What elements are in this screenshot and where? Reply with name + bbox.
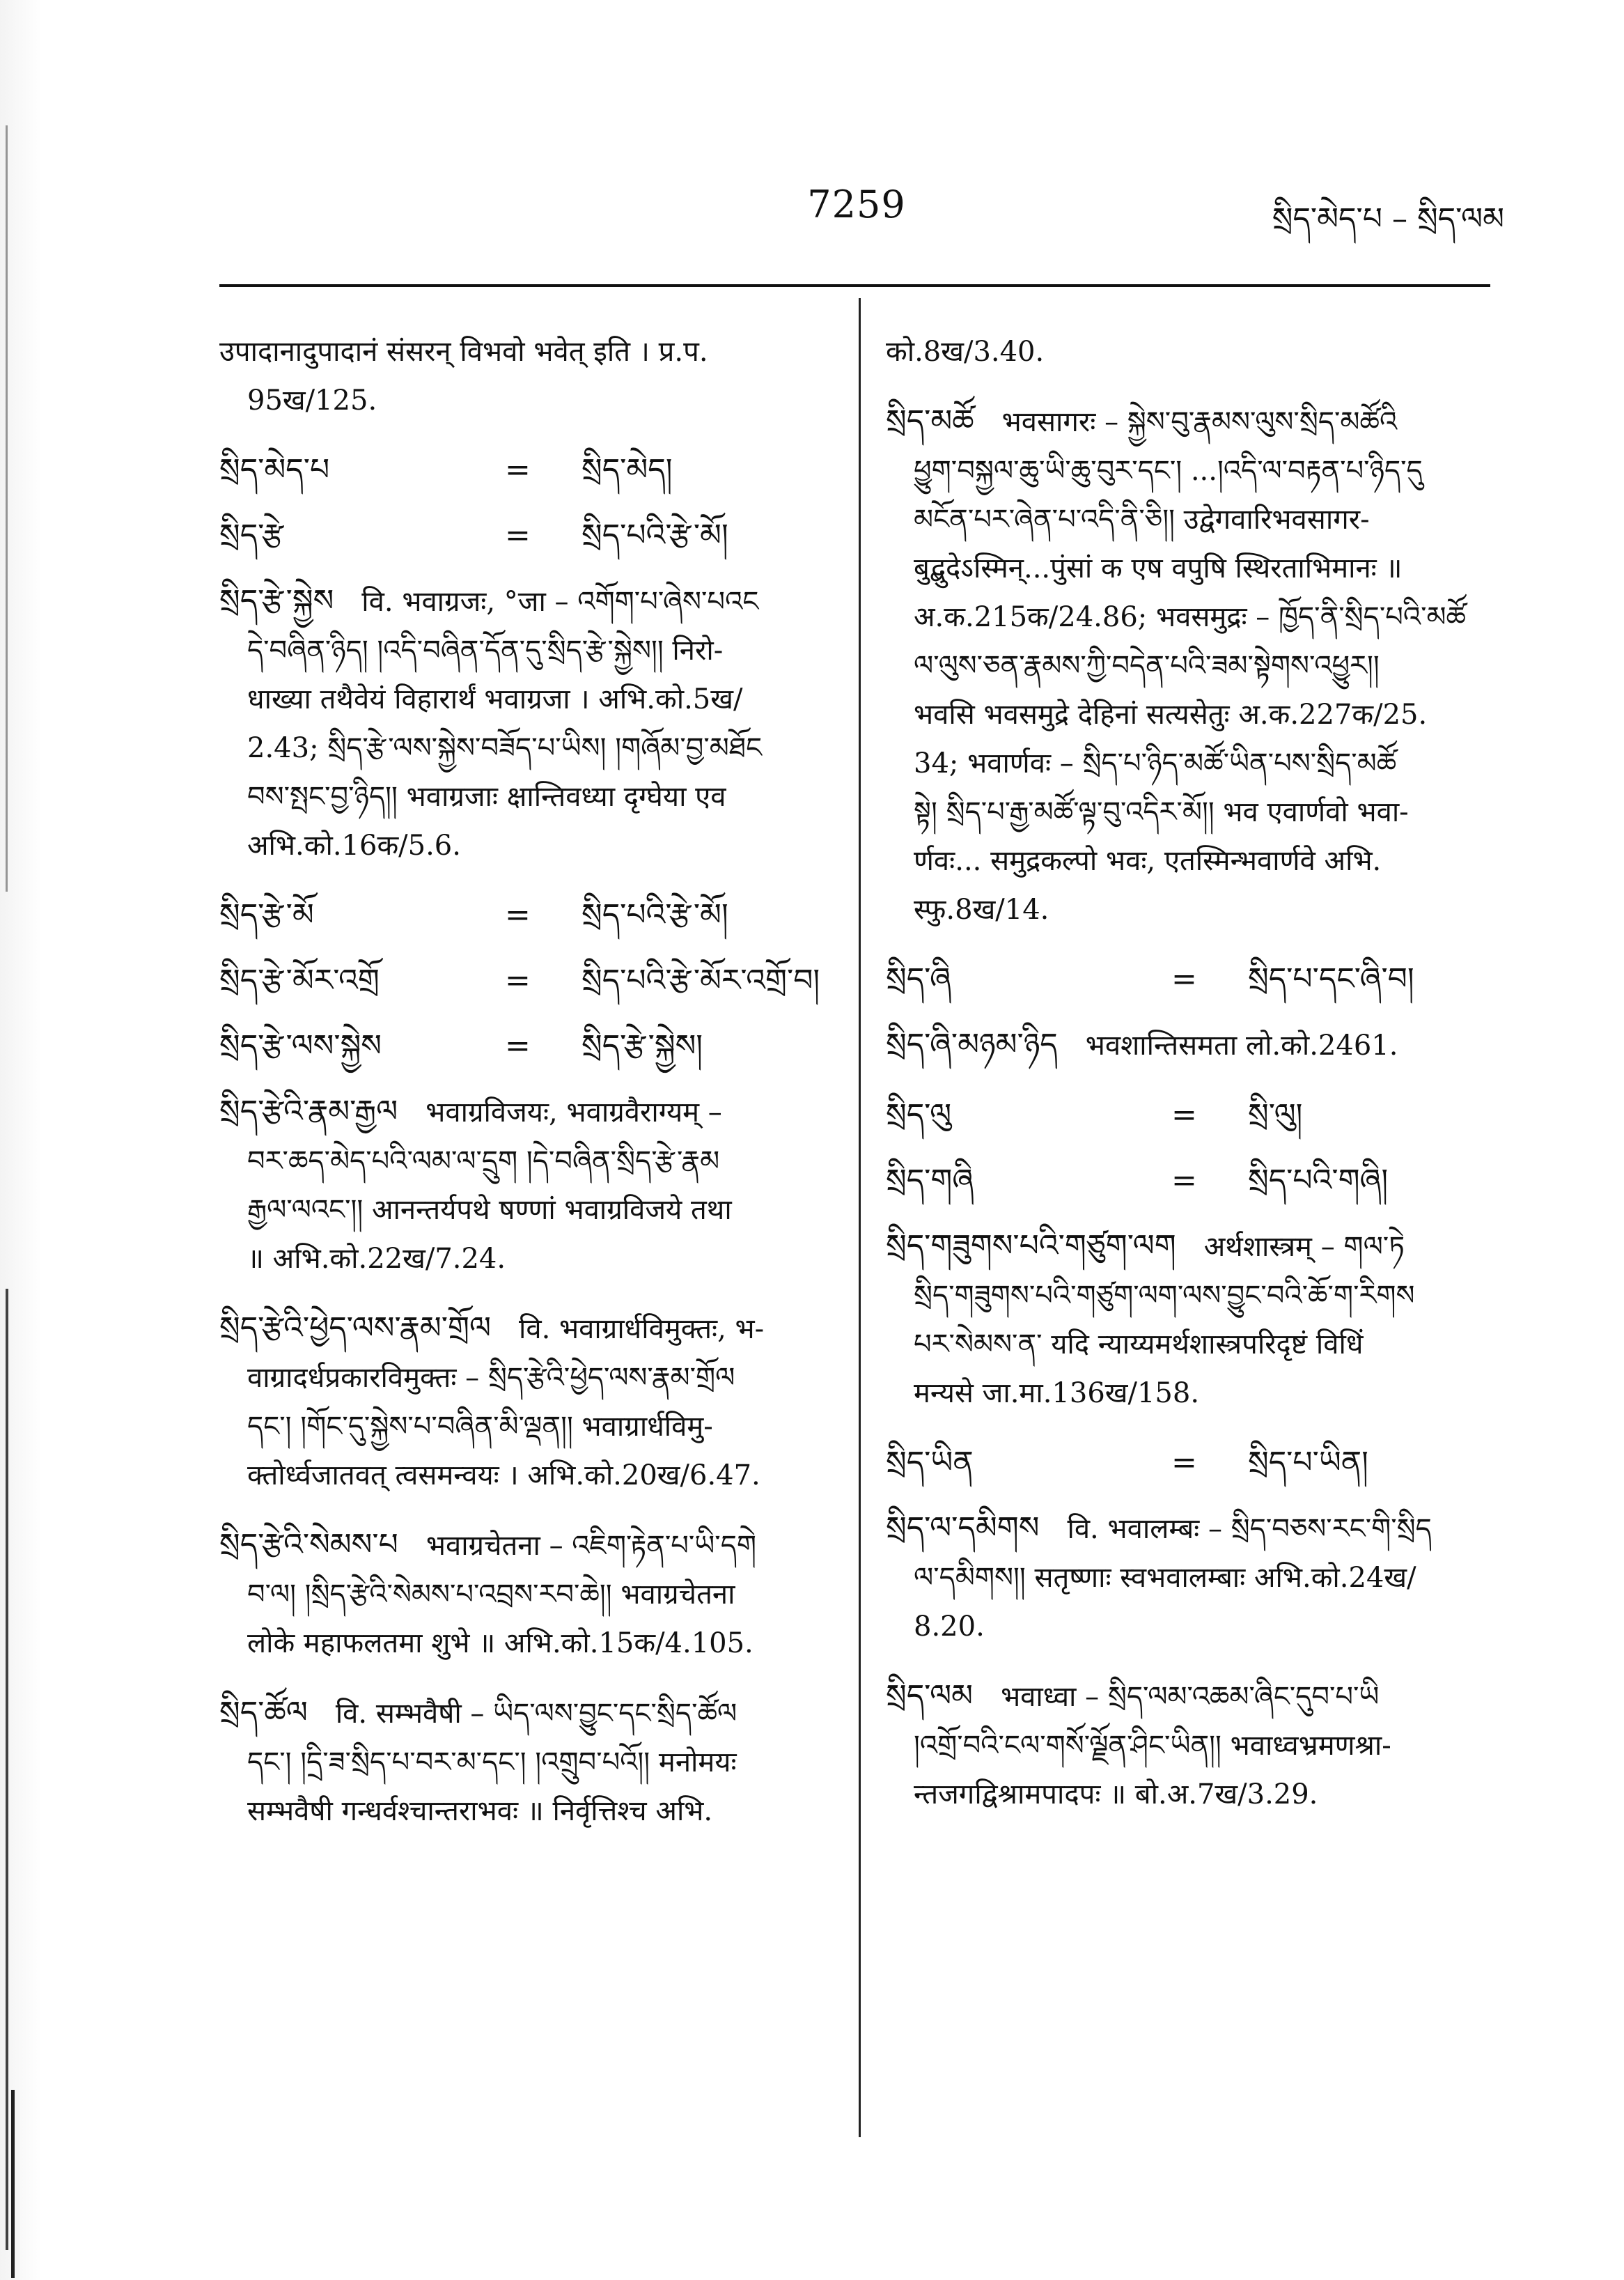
column-divider: [859, 298, 861, 2137]
definition-line: སྲིད་གཟུགས་པའི་གཙུག་ལག་ལས་བྱུང་བའི་ཆོ་ག་རིགས: [914, 1280, 1415, 1312]
definition-line: བས་སྤང་བྱ་ཉིད།། भवाग्रजाः क्षान्तिवध्या दृग्घेया एव: [247, 781, 726, 813]
headword: སྲིད་མཚོ: [886, 403, 974, 439]
headword: སྲིད་ཞི: [886, 961, 951, 997]
definition-line: དང་། །གོང་དུ་སྐྱེས་པ་བཞིན་མི་ལྡན།། भवाग्रार्धविमु-: [247, 1411, 713, 1443]
equals-sign: =: [505, 897, 531, 933]
definition-line: क्तोर्ध्वजातवत् त्वसमन्वयः । अभि.को.20ख/6.47.: [247, 1459, 760, 1491]
headword: སྲིད་རྩེའི་ཕྱེད་ལས་རྣམ་གྲོལ: [219, 1310, 492, 1346]
headword: སྲིད་གཟུགས་པའི་གཙུག་ལག: [886, 1228, 1176, 1264]
definition-line: र्णवः... समुद्रकल्पो भवः, एतस्मिन्भवार्णवे अभि.: [914, 845, 1382, 877]
dictionary-entry: [886, 1672, 1492, 1819]
reference-target: སྲིད་པའི་རྩེ་མོར་འགྲོ་བ།: [581, 963, 820, 998]
equals-sign: =: [505, 1028, 531, 1064]
definition-line: वि. भवाग्रार्धविमुक्तः, भ-: [519, 1313, 765, 1345]
definition-line: स्फु.8ख/14.: [914, 894, 1049, 926]
headword: སྲིད་ལམ: [886, 1678, 974, 1714]
reference-target: སྲིད་པའི་རྩེ་མོ།: [581, 897, 728, 933]
definition-line: རྒྱལ་ལའང་།། आनन्तर्यपथे षण्णां भवाग्रविजये तथा: [247, 1194, 732, 1226]
cross-reference-entry: [219, 446, 832, 495]
definition-line: भवसागरः – སྐྱེས་བུ་རྣམས་ལུས་སྲིད་མཚོའི: [1001, 406, 1398, 438]
reference-target: སྲིད་པའི་རྩེ་མོ།: [581, 518, 728, 553]
definition-line: वि. सम्भवैषी – ཡིད་ལས་བྱུང་དང་སྲིད་ཚོལ: [335, 1698, 737, 1730]
definition-line: वि. भवालम्बः – སྲིད་བཅས་རང་གི་སྲིད: [1067, 1513, 1432, 1545]
definition-line: མངོན་པར་ཞེན་པ་འདི་ནི་ཅི།། उद्वेगवारिभवसागर-: [914, 504, 1370, 536]
headword: སྲིད་ལུ: [886, 1097, 952, 1133]
headword: སྲིད་རྩེའི་སེམས་པ: [219, 1527, 398, 1562]
cross-reference-entry: [219, 511, 832, 560]
definition-line: སྟེ། སྲིད་པ་རྒྱ་མཚོ་ལྟ་བུ་འདིར་མོ།། भव एवार्णवो भवा-: [914, 796, 1409, 828]
dictionary-entry: [219, 1087, 832, 1283]
definition-line: བ་ལ། །སྲིད་རྩེའི་སེམས་པ་འབྲས་རབ་ཆེ།། भवाग्रचेतना: [247, 1579, 735, 1611]
cross-reference-entry: [886, 1156, 1492, 1205]
definition-line: भवाध्वा – སྲིད་ལམ་འཆམ་ཞིང་དུབ་པ་ཡི: [1001, 1681, 1380, 1713]
book-binding-shadow: [0, 0, 54, 2280]
headword: སྲིད་རྩེ་མོར་འགྲོ: [219, 963, 380, 998]
reference-target: སྲི་ལུ།: [1248, 1097, 1303, 1133]
definition-line: धाख्या तथैवेयं विहारार्थं भवाग्रजा । अभि.को.5ख/: [247, 683, 743, 715]
equals-sign: =: [1171, 1445, 1197, 1480]
definition-line: अर्थशास्त्रम् – གལ་ཏེ: [1203, 1231, 1405, 1263]
dictionary-entry: [219, 1689, 832, 1836]
definition-line: अभि.को.16क/5.6.: [247, 830, 461, 862]
reference-target: སྲིད་མེད།: [581, 452, 673, 488]
definition-line: भवसि भवसमुद्रे देहिनां सत्यसेतुः अ.क.227क/25.: [914, 699, 1428, 731]
running-head: སྲིད་མེད་པ – སྲིད་ལམ: [1272, 201, 1504, 237]
definition-line: भवशान्तिसमता लो.को.2461.: [1085, 1030, 1398, 1062]
definition-line: དང་། །དྲི་ཟ་སྲིད་པ་བར་མ་དང་། །འགྲུབ་པའོ།། मनोमयः: [247, 1746, 737, 1778]
cross-reference-entry: [886, 1091, 1492, 1140]
definition-line: ལ་ལུས་ཅན་རྣམས་ཀྱི་བདེན་པའི་ཟམ་སྟེགས་འཕྱུར།།: [914, 650, 1380, 682]
dictionary-entry: [886, 1504, 1492, 1651]
headword: སྲིད་རྩེའི་རྣམ་རྒྱལ: [219, 1094, 398, 1129]
cross-reference-entry: [219, 1022, 832, 1071]
reference-target: སྲིད་པ་དང་ཞི་བ།: [1248, 961, 1414, 997]
equals-sign: =: [505, 452, 531, 488]
dictionary-entry: [886, 1222, 1492, 1418]
dictionary-entry: [219, 1304, 832, 1500]
reference-target: སྲིད་རྩེ་སྐྱེས།: [581, 1028, 703, 1064]
headword: སྲིད་རྩེ: [219, 518, 284, 553]
definition-line: मन्यसे जा.मा.136ख/158.: [914, 1377, 1200, 1409]
reference-target: སྲིད་པ་ཡིན།: [1248, 1445, 1368, 1480]
headword: སྲིད་མེད་པ: [219, 452, 330, 488]
definition-line: उपादानादुपादानं संसरन् विभवो भवेत् इति । प्र.प.: [219, 336, 708, 368]
headword: སྲིད་ཞི་མཉམ་ཉིད: [886, 1027, 1058, 1062]
definition-line: 8.20.: [914, 1611, 985, 1643]
definition-line: 2.43; སྲིད་རྩེ་ལས་སྐྱེས་བཟོད་པ་ཡིས། །གཞོམ་བྱ་མཐོང: [247, 732, 763, 764]
dictionary-entry: [219, 1521, 832, 1668]
headword: སྲིད་ཡིན: [886, 1445, 974, 1480]
definition-line: པར་སེམས་ན་ यदि न्याय्यमर्थशास्त्रपरिदृष्टं विधिं: [914, 1328, 1364, 1360]
right-column: [886, 327, 1492, 1840]
equals-sign: =: [505, 963, 531, 998]
definition-line: 95ख/125.: [247, 385, 377, 417]
definition-line: ॥ अभि.को.22ख/7.24.: [247, 1243, 506, 1275]
reference-target: སྲིད་པའི་གཞི།: [1248, 1163, 1389, 1198]
headword: སྲིད་རྩེ་ལས་སྐྱེས: [219, 1028, 382, 1064]
equals-sign: =: [1171, 1163, 1197, 1198]
headword: སྲིད་ཚོལ: [219, 1695, 308, 1730]
definition-line: ལ་དམིགས།། सतृष्णाः स्वभवालम्बाः अभि.को.24ख/: [914, 1562, 1416, 1594]
definition-line: བར་ཆད་མེད་པའི་ལམ་ལ་དྲུག །དེ་བཞིན་སྲིད་རྩེ་རྣམ: [247, 1145, 720, 1177]
equals-sign: =: [1171, 1097, 1197, 1133]
definition-line: 34; भवार्णवः – སྲིད་པ་ཉིད་མཚོ་ཡིན་པས་སྲིད་མཚོ: [914, 747, 1397, 780]
definition-line: अ.क.215क/24.86; भवसमुद्रः – ཁྱོད་ནི་སྲིད་པའི་མཚོ: [914, 601, 1467, 633]
definition-line: को.8ख/3.40.: [886, 336, 1045, 368]
definition-line: वाग्रादर्धप्रकारविमुक्तः – སྲིད་རྩེའི་ཕྱེད་ལས་རྣམ་གྲོལ: [247, 1362, 735, 1394]
definition-line: सम्भवैषी गन्धर्वश्चान्तराभवः ॥ निर्वृत्तिश्च अभि.: [247, 1795, 713, 1827]
left-column: [219, 327, 832, 1856]
definition-line: लोके महाफलतमा शुभे ॥ अभि.को.15क/4.105.: [247, 1627, 754, 1659]
dictionary-entry: [886, 397, 1492, 934]
headword: སྲིད་རྩེ་སྐྱེས: [219, 583, 334, 619]
definition-line: ཕྱུག་བསྐྱལ་ཆུ་ཡི་ཆུ་བུར་དང་། ...།འདི་ལ་བརྟན་པ་ཉིད་དུ: [914, 455, 1423, 487]
cross-reference-entry: [886, 1438, 1492, 1487]
definition-line: वि. भवाग्रजः, °जा – འགོག་པ་ཞེས་པའང: [361, 586, 759, 618]
equals-sign: =: [1171, 961, 1197, 997]
dictionary-entry: [886, 1021, 1492, 1070]
binding-stripe: [11, 2090, 15, 2278]
definition-line: बुद्बुदेऽस्मिन्...पुंसां क एष वपुषि स्थिरताभिमानः ॥: [914, 552, 1403, 584]
definition-line: དེ་བཞིན་ཉིད། །འདི་བཞིན་དོན་དུ་སྲིད་རྩེ་སྐྱེས།། निरो-: [247, 635, 724, 667]
binding-stripe: [6, 1289, 8, 2250]
page-number: 7259: [807, 183, 906, 226]
headword: སྲིད་རྩེ་མོ: [219, 897, 314, 933]
definition-line: न्तजगद्विश्रामपादपः ॥ बो.अ.7ख/3.29.: [914, 1778, 1318, 1810]
definition-line: །འགྲོ་བའི་ངལ་གསོ་ལྗོན་ཤིང་ཡིན།། भवाध्वभ्रमणश्रा-: [914, 1730, 1391, 1762]
definition-line: भवाग्रविजयः, भवाग्रवैराग्यम् –: [425, 1096, 722, 1129]
cross-reference-entry: [886, 955, 1492, 1004]
dictionary-entry: [219, 577, 832, 870]
continued-entry: [219, 327, 832, 425]
headword: སྲིད་ལ་དམིགས: [886, 1510, 1040, 1546]
definition-line: भवाग्रचेतना – འཇིག་རྟེན་པ་ཡི་དགེ: [425, 1530, 757, 1562]
headword: སྲིད་གཞི: [886, 1163, 974, 1198]
equals-sign: =: [505, 518, 531, 553]
binding-stripe: [6, 125, 8, 892]
cross-reference-entry: [219, 891, 832, 940]
continued-entry: [886, 327, 1492, 376]
cross-reference-entry: [219, 956, 832, 1005]
header-rule: [219, 284, 1490, 287]
